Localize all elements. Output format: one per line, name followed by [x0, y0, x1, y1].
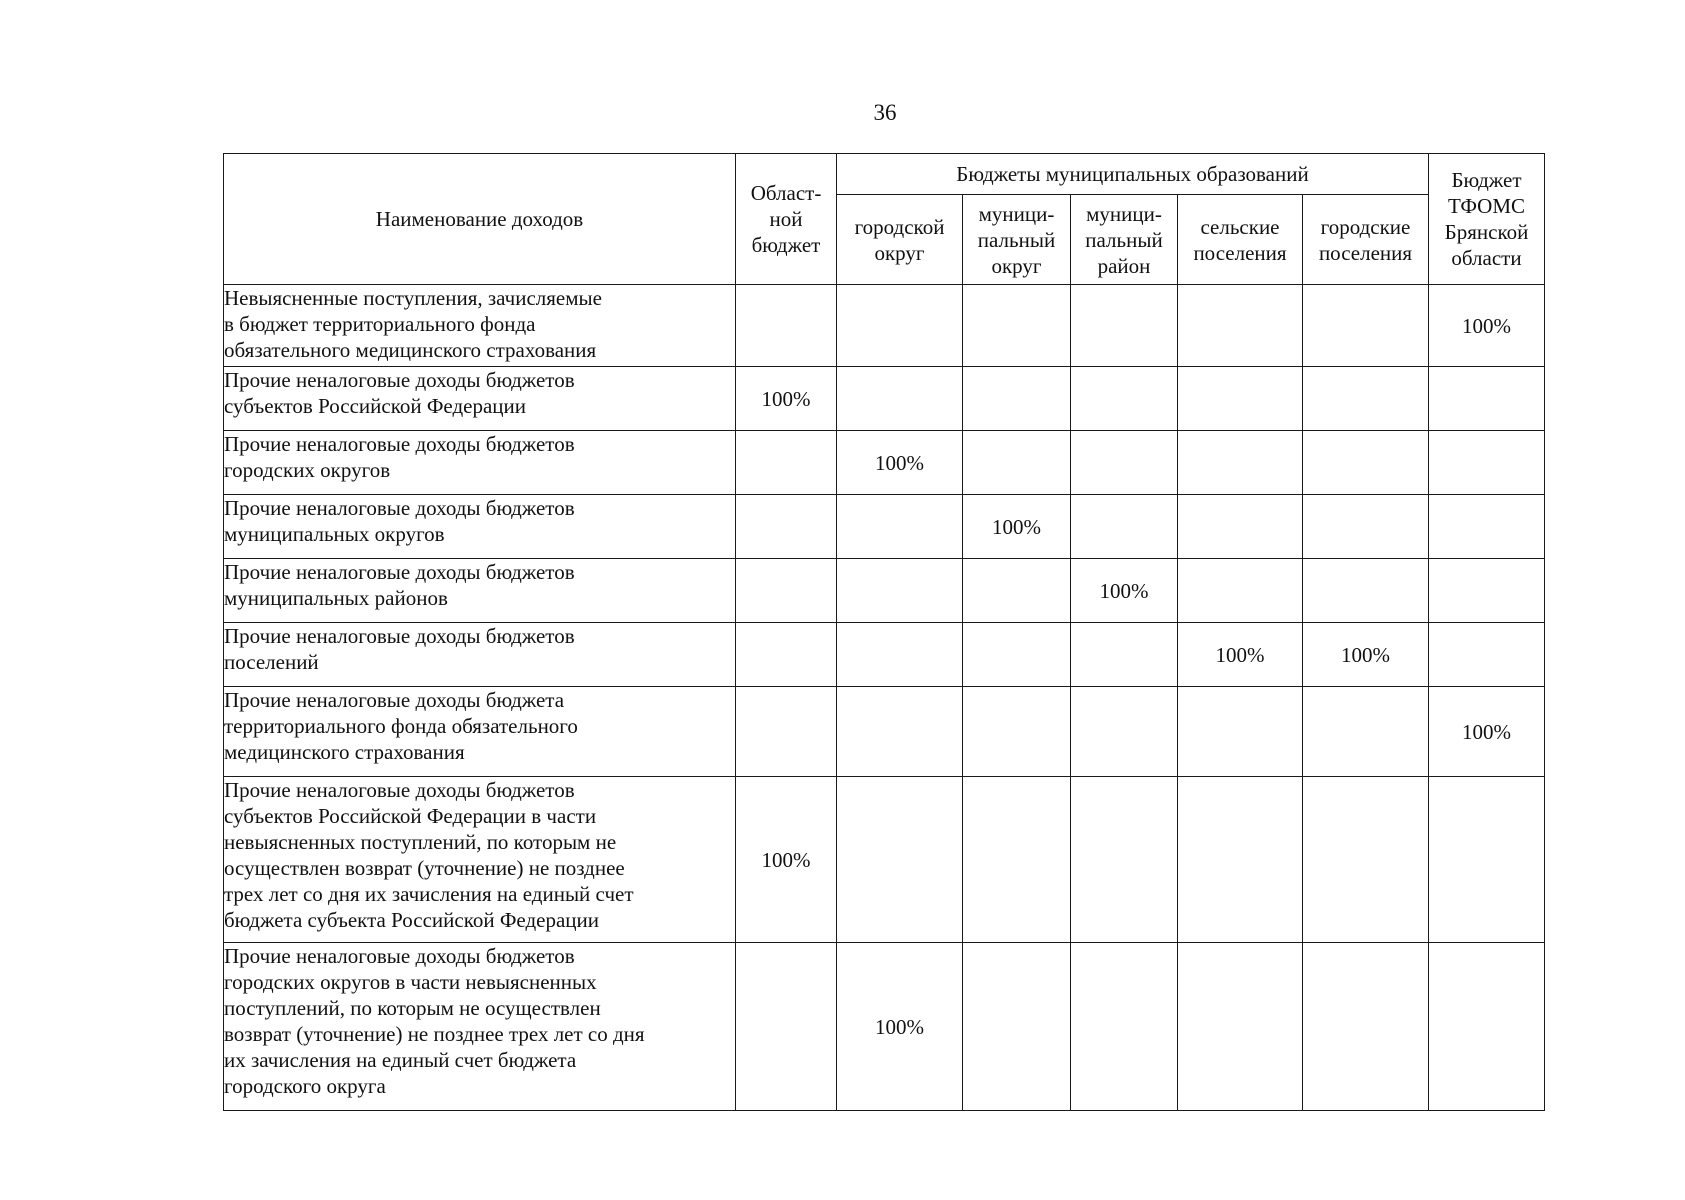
share-cell: [837, 495, 963, 559]
share-cell: [963, 777, 1071, 943]
share-cell: [1303, 559, 1429, 623]
header-regional-budget: Област- ной бюджет: [736, 154, 837, 285]
share-cell: [736, 285, 837, 367]
share-cell: 100%: [963, 495, 1071, 559]
share-cell: [1303, 285, 1429, 367]
share-cell: 100%: [1303, 623, 1429, 687]
share-cell: [837, 559, 963, 623]
share-cell: [736, 559, 837, 623]
share-cell: 100%: [1071, 559, 1178, 623]
table-row: [224, 495, 1545, 559]
table-row: [224, 687, 1545, 777]
header-municipal-budgets: Бюджеты муниципальных образований: [837, 154, 1429, 195]
share-cell: [1429, 367, 1545, 431]
share-cell: [1429, 943, 1545, 1111]
share-cell: 100%: [1429, 285, 1545, 367]
share-cell: [1071, 367, 1178, 431]
share-cell: [1178, 777, 1303, 943]
header-municipal-district: муници- пальный округ: [963, 195, 1071, 285]
share-cell: [963, 687, 1071, 777]
table-row: [224, 943, 1545, 1111]
share-cell: [837, 285, 963, 367]
share-cell: [736, 495, 837, 559]
header-municipal-area: муници- пальный район: [1071, 195, 1178, 285]
share-cell: 100%: [736, 777, 837, 943]
share-cell: [963, 559, 1071, 623]
income-name-cell: Прочие неналоговые доходы бюджетов субъектов Российской Федерации: [224, 367, 736, 431]
share-cell: [736, 623, 837, 687]
share-cell: [1303, 431, 1429, 495]
share-cell: [1429, 559, 1545, 623]
share-cell: 100%: [1178, 623, 1303, 687]
revenue-distribution-table: [223, 153, 1545, 1111]
table-row: [224, 623, 1545, 687]
share-cell: [837, 687, 963, 777]
share-cell: [837, 623, 963, 687]
share-cell: [963, 943, 1071, 1111]
share-cell: [963, 367, 1071, 431]
share-cell: [963, 623, 1071, 687]
share-cell: [1429, 777, 1545, 943]
share-cell: [1303, 687, 1429, 777]
share-cell: [1303, 943, 1429, 1111]
share-cell: 100%: [736, 367, 837, 431]
share-cell: [1178, 559, 1303, 623]
share-cell: [837, 777, 963, 943]
share-cell: [837, 367, 963, 431]
share-cell: [1071, 777, 1178, 943]
share-cell: [1178, 285, 1303, 367]
share-cell: [1178, 431, 1303, 495]
share-cell: [1178, 687, 1303, 777]
share-cell: [736, 431, 837, 495]
income-name-cell: Прочие неналоговые доходы бюджетов поселений: [224, 623, 736, 687]
share-cell: [1303, 367, 1429, 431]
table-row: [224, 285, 1545, 367]
share-cell: [1071, 431, 1178, 495]
share-cell: [1071, 687, 1178, 777]
share-cell: [1178, 367, 1303, 431]
income-name-cell: Прочие неналоговые доходы бюджетов муниципальных округов: [224, 495, 736, 559]
header-income-name: Наименование доходов: [224, 154, 736, 285]
share-cell: [1429, 623, 1545, 687]
income-name-cell: Прочие неналоговые доходы бюджетов городских округов: [224, 431, 736, 495]
share-cell: [1429, 495, 1545, 559]
table-row: [224, 431, 1545, 495]
share-cell: [963, 431, 1071, 495]
page-number: 36: [873, 100, 897, 125]
share-cell: [963, 285, 1071, 367]
share-cell: [736, 943, 837, 1111]
share-cell: [1303, 495, 1429, 559]
income-name-cell: Прочие неналоговые доходы бюджетов городских округов в части невыясненных поступлений, по которым не осуществлен возврат (уточнение) не позднее трех лет со дня их зачисления на единый счет бюджета городского округа: [224, 943, 736, 1111]
share-cell: [1071, 285, 1178, 367]
share-cell: [1071, 943, 1178, 1111]
income-name-cell: Прочие неналоговые доходы бюджета территориального фонда обязательного медицинского страхования: [224, 687, 736, 777]
header-city-district: городской округ: [837, 195, 963, 285]
share-cell: 100%: [837, 431, 963, 495]
share-cell: [1178, 943, 1303, 1111]
income-name-cell: Прочие неналоговые доходы бюджетов муниципальных районов: [224, 559, 736, 623]
share-cell: [736, 687, 837, 777]
income-name-cell: Невыясненные поступления, зачисляемые в бюджет территориального фонда обязательного медицинского страхования: [224, 285, 736, 367]
share-cell: [1303, 777, 1429, 943]
table-row: [224, 367, 1545, 431]
header-rural-settlements: сельские поселения: [1178, 195, 1303, 285]
share-cell: [1178, 495, 1303, 559]
table-row: [224, 559, 1545, 623]
header-tfoms-budget: Бюджет ТФОМС Брянской области: [1429, 154, 1545, 285]
share-cell: 100%: [837, 943, 963, 1111]
table-row: [224, 777, 1545, 943]
header-urban-settlements: городские поселения: [1303, 195, 1429, 285]
share-cell: [1429, 431, 1545, 495]
share-cell: [1071, 623, 1178, 687]
income-name-cell: Прочие неналоговые доходы бюджетов субъектов Российской Федерации в части невыясненных поступлений, по которым не осуществлен возврат (уточнение) не позднее трех лет со дня их зачисления на единый счет бюджета субъекта Российской Федерации: [224, 777, 736, 943]
share-cell: 100%: [1429, 687, 1545, 777]
share-cell: [1071, 495, 1178, 559]
